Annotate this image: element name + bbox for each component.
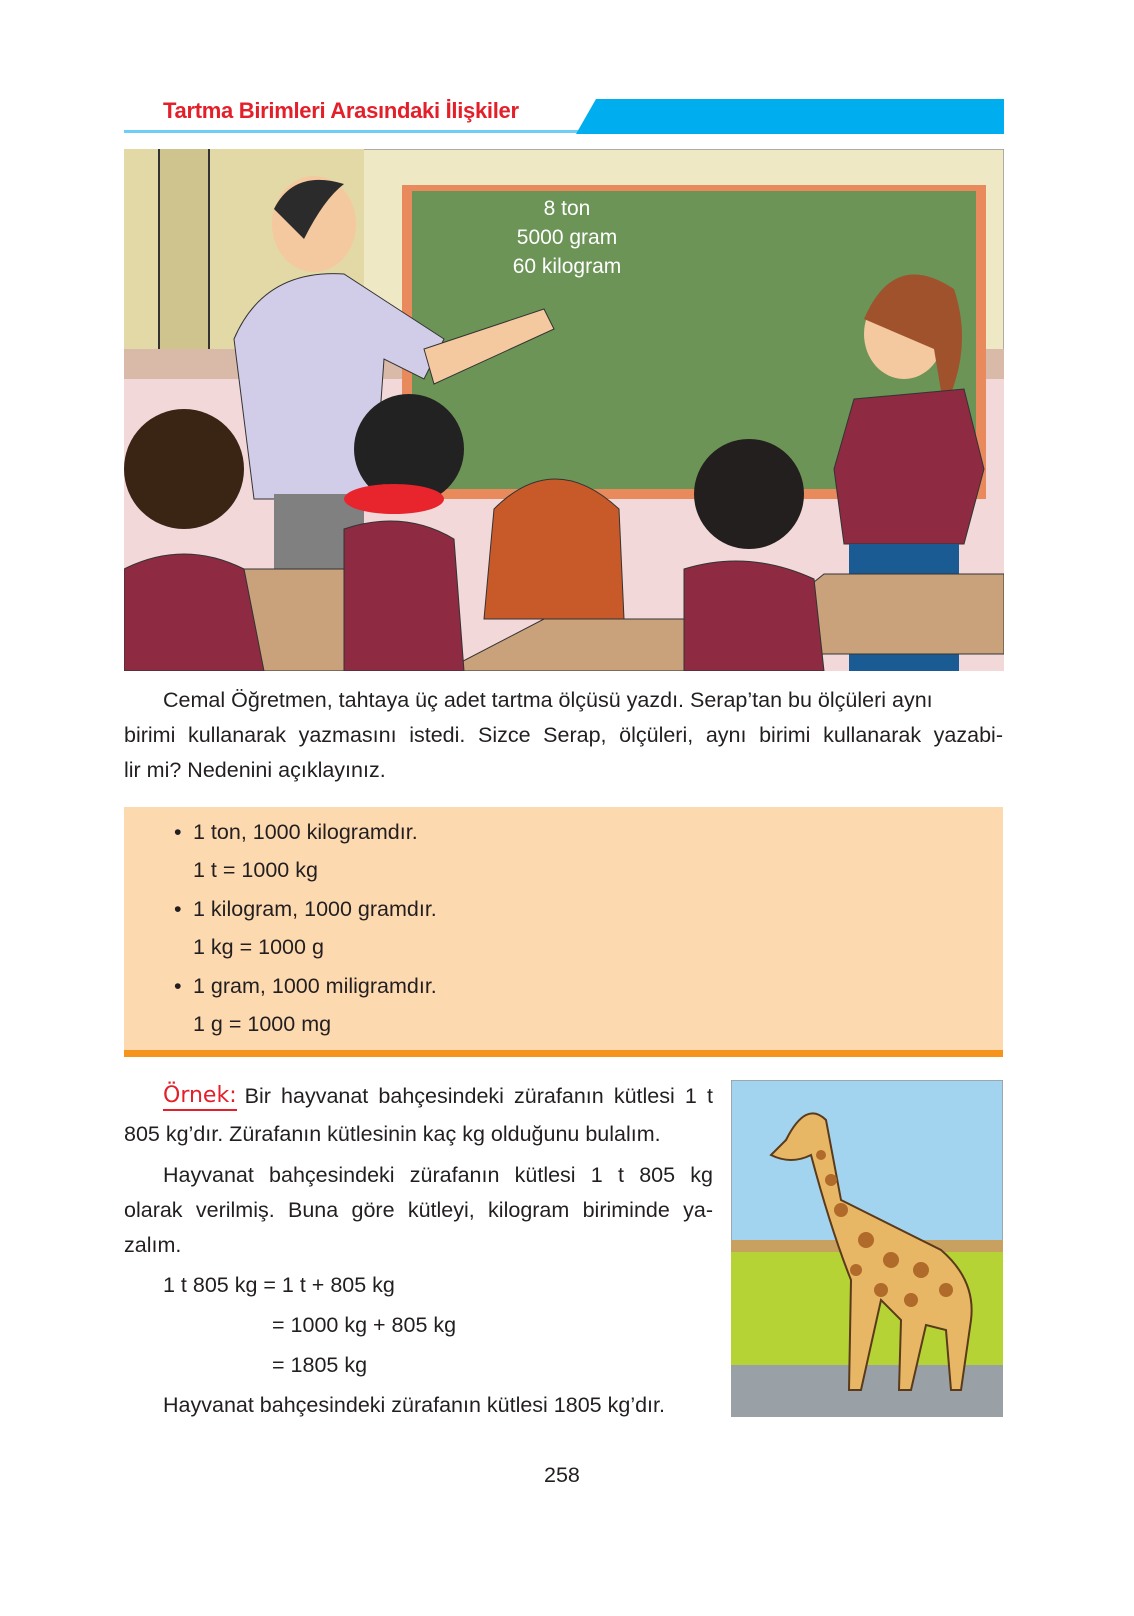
calc-step: 1 t 805 kg = 1 t + 805 kg: [163, 1273, 395, 1297]
giraffe-illustration: [731, 1080, 1003, 1417]
bullet: •: [174, 820, 182, 844]
info-item: 1 gram, 1000 miligramdır.: [193, 974, 437, 998]
intro-line: Cemal Öğretmen, tahtaya üç adet tartma ölçüsü yazdı. Serap’tan bu ölçüleri aynı: [163, 688, 933, 712]
board-line: 8 ton: [543, 197, 591, 220]
example-line: Bir hayvanat bahçesindeki zürafanın kütlesi 1 t: [244, 1084, 713, 1108]
calc-step: = 1805 kg: [272, 1353, 368, 1377]
intro-line: birimi kullanarak yazmasını istedi. Sizce Serap, ölçüleri, aynı birimi kullanarak yazabi-: [124, 723, 1003, 747]
info-formula: 1 g = 1000 mg: [193, 1012, 332, 1036]
example-line: olarak verilmiş. Buna göre kütleyi, kilogram biriminde ya-: [124, 1198, 713, 1222]
example-label: Örnek:: [163, 1083, 237, 1111]
bullet: •: [174, 974, 182, 998]
bullet: •: [174, 897, 182, 921]
header-banner: [124, 98, 1004, 136]
info-formula: 1 kg = 1000 g: [193, 935, 324, 959]
example-conclusion: Hayvanat bahçesindeki zürafanın kütlesi 1805 kg’dır.: [163, 1393, 665, 1417]
section-title: Tartma Birimleri Arasındaki İlişkiler: [163, 98, 519, 123]
board-line: 5000 gram: [516, 226, 618, 249]
classroom-illustration: [124, 149, 1004, 671]
example-line: Hayvanat bahçesindeki zürafanın kütlesi 1 t 805 kg: [163, 1163, 713, 1187]
info-box-border: [124, 1050, 1003, 1057]
info-formula: 1 t = 1000 kg: [193, 858, 318, 882]
example-line: 805 kg’dır. Zürafanın kütlesinin kaç kg olduğunu bulalım.: [124, 1122, 661, 1146]
page-number: 258: [544, 1463, 580, 1487]
intro-line: lir mi? Nedenini açıklayınız.: [124, 758, 386, 782]
info-item: 1 kilogram, 1000 gramdır.: [193, 897, 437, 921]
board-line: 60 kilogram: [512, 255, 622, 278]
calc-step: = 1000 kg + 805 kg: [272, 1313, 457, 1337]
example-line: zalım.: [124, 1233, 182, 1257]
info-item: 1 ton, 1000 kilogramdır.: [193, 820, 418, 844]
